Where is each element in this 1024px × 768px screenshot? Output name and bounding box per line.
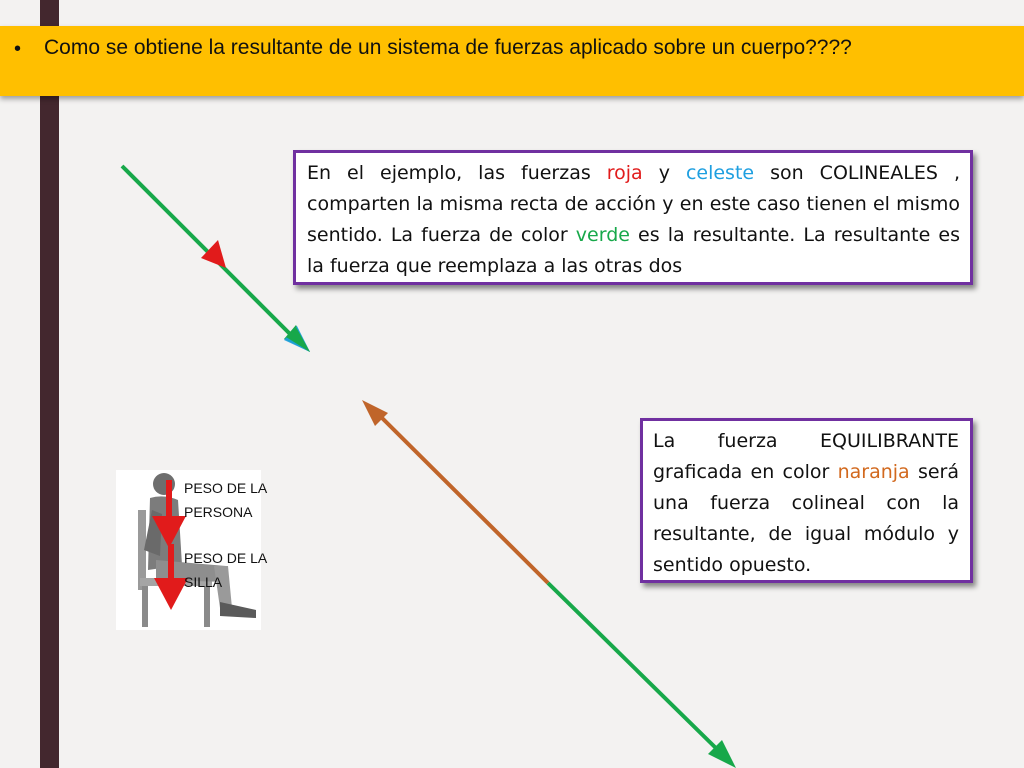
box2-text-1: La fuerza EQUILIBRANTE graficada en color: [653, 430, 959, 483]
page-title: Como se obtiene la resultante de un sistema de fuerzas aplicado sobre un cuerpo????: [44, 36, 852, 59]
chair-leg-back: [142, 585, 148, 627]
box1-text-4: es la resultante. La resultante es la fuerza que reemplaza a las otras dos: [307, 224, 960, 277]
box1-text-3: son COLINEALES , comparten la misma recta de acción y en este caso tienen el mismo sentido. La fuerza de color: [307, 162, 960, 246]
green-force-shaft-bottom: [548, 583, 724, 756]
weight-arrow-chair-head: [154, 578, 188, 610]
box1-text-1: En el ejemplo, las fuerzas: [307, 162, 607, 184]
orange-force-shaft: [374, 410, 548, 583]
person-foot: [220, 602, 256, 618]
explanation-box-colineales: [293, 150, 973, 285]
explanation-box-equilibrante: [640, 418, 973, 583]
red-force-head: [201, 240, 226, 268]
box1-text-2: y: [642, 162, 686, 184]
label-peso-silla: PESO DE LA SILLA: [184, 550, 267, 590]
word-celeste: celeste: [685, 162, 755, 184]
word-roja: roja: [606, 162, 643, 184]
box2-text-2: será una fuerza colineal con la resultante, de igual módulo y sentido opuesto.: [653, 461, 959, 576]
label-peso-persona: PESO DE LA PERSONA: [184, 480, 267, 520]
word-naranja: naranja: [837, 461, 910, 483]
weight-arrow-chair-shaft: [168, 544, 174, 582]
title-bullet: •: [14, 38, 22, 60]
weight-arrow-person-shaft: [166, 480, 172, 518]
word-verde: verde: [575, 224, 630, 246]
